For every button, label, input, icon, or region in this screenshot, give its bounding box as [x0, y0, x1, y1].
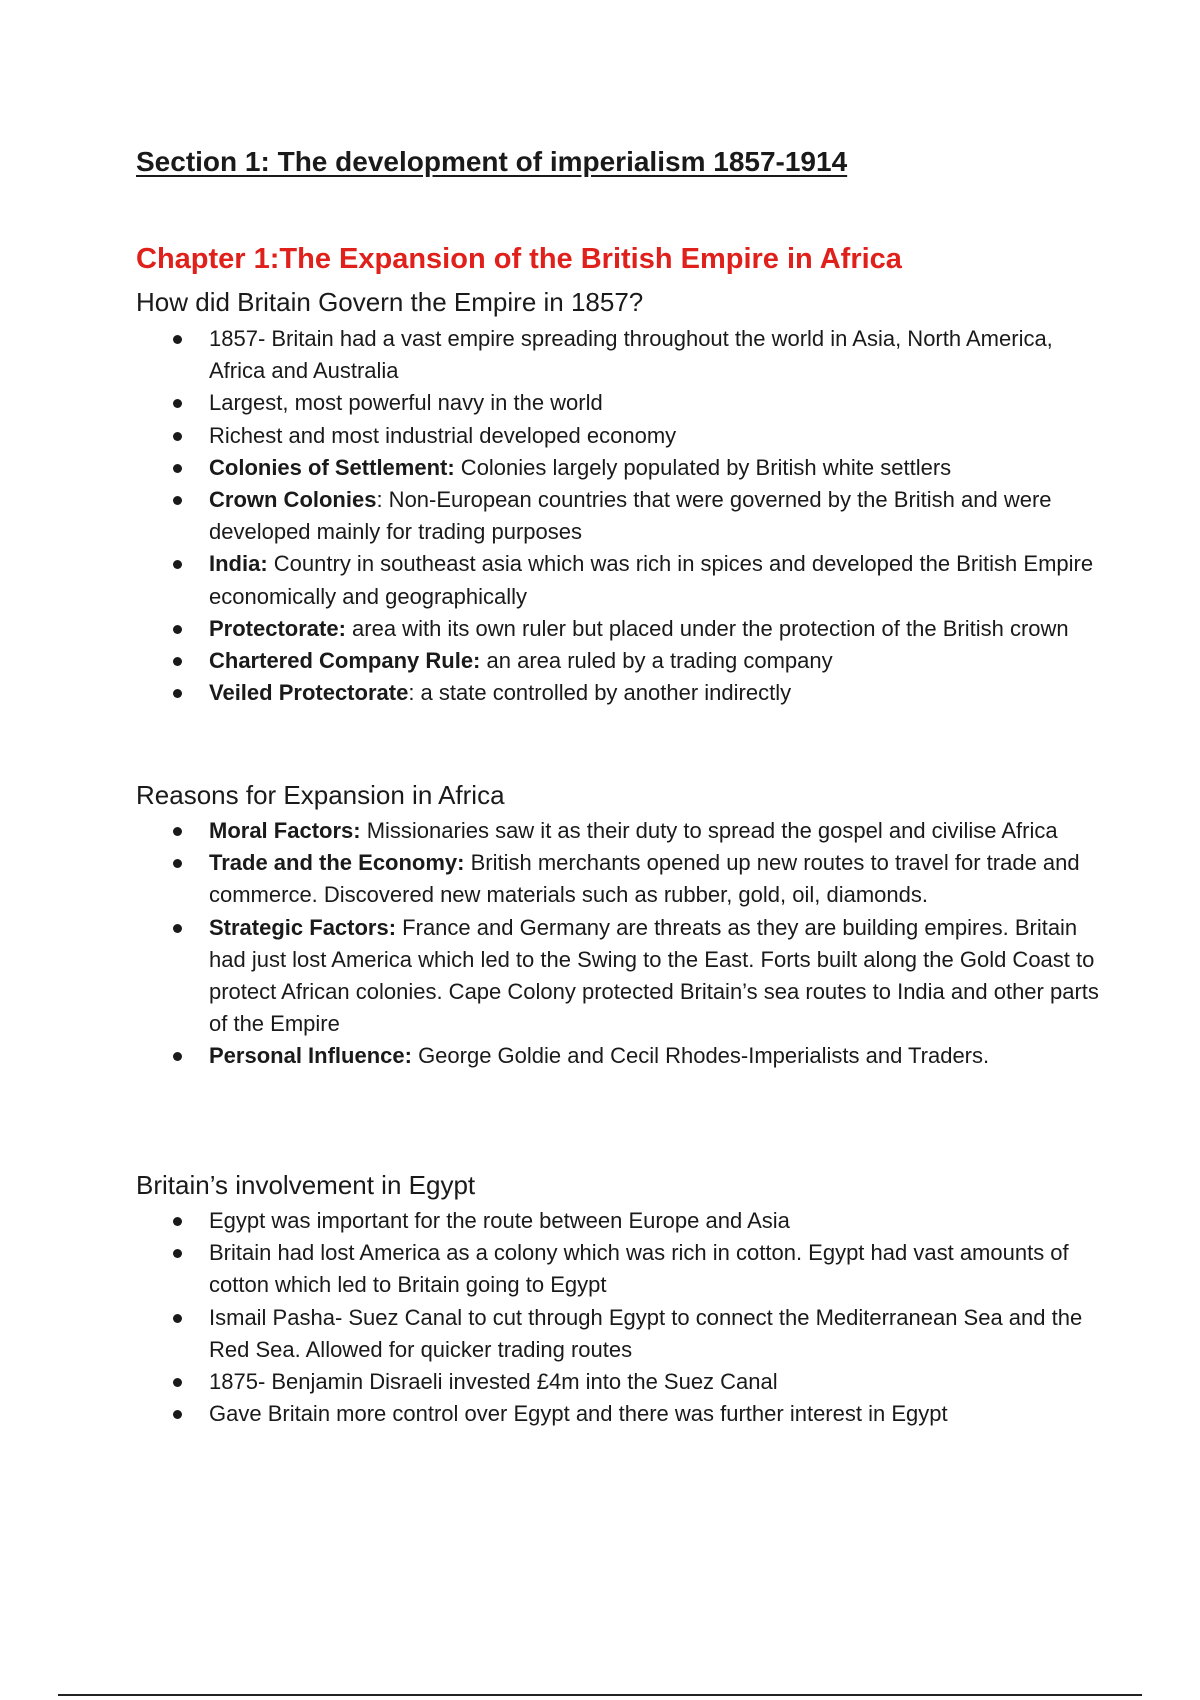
list-item-text: Richest and most industrial developed economy	[209, 422, 677, 448]
bullet-icon	[173, 657, 182, 666]
list-item-text: Missionaries saw it as their duty to spread the gospel and civilise Africa	[360, 818, 1058, 843]
list-item-term: Strategic Factors:	[209, 914, 397, 940]
list-item	[136, 452, 1106, 484]
list-item-term: Crown Colonies	[209, 487, 377, 513]
list-item-term: Personal Influence:	[209, 1043, 412, 1069]
list-item-term: Moral Factors:	[209, 818, 361, 843]
bullet-icon	[173, 464, 182, 473]
bullet-icon	[173, 1410, 182, 1419]
list-item-text: France and Germany are threats as they are building empires. Britain had just lost America which led to the Swing to the East. Forts built along the Gold Coast to protect African colonies. Cape Colony protected Britain’s sea routes to India and other parts of the Empire	[209, 914, 1099, 1037]
bullet-icon	[173, 1314, 182, 1323]
bullet-icon	[173, 689, 182, 698]
bullet-icon	[173, 827, 182, 836]
list-item-text: British merchants opened up new routes to travel for trade and commerce. Discovered new materials such as rubber, gold, oil, diamonds.	[209, 850, 1080, 908]
bullet-icon	[173, 924, 182, 933]
bullet-icon	[173, 335, 182, 344]
list-item-term: Protectorate:	[209, 615, 346, 641]
list-item-text: : a state controlled by another indirectly	[408, 680, 792, 706]
bullet-icon	[173, 1052, 182, 1061]
list-item	[136, 613, 1106, 645]
list-item-text: Ismail Pasha- Suez Canal to cut through Egypt to connect the Mediterranean Sea and the Red Sea. Allowed for quicker trading routes	[209, 1304, 1083, 1362]
list-item-text: Colonies largely populated by British white settlers	[454, 454, 952, 480]
list-item	[136, 420, 1106, 452]
list-item-text: Britain had lost America as a colony which was rich in cotton. Egypt had vast amounts of cotton which led to Britain going to Egypt	[209, 1240, 1069, 1298]
list-item	[136, 323, 1106, 387]
bullet-icon	[173, 432, 182, 441]
list-item-term: Trade and the Economy:	[209, 850, 465, 876]
bullet-icon	[173, 1378, 182, 1387]
list-item	[136, 1366, 1106, 1398]
subheading-govern-empire: How did Britain Govern the Empire in 1857?	[136, 287, 644, 317]
footer-divider	[58, 1694, 1142, 1696]
list-item	[136, 815, 1106, 847]
bullet-list-govern-empire	[136, 323, 1106, 709]
bullet-list-reasons-expansion	[136, 815, 1106, 1073]
list-item	[136, 548, 1106, 612]
list-item-text: area with its own ruler but placed under the protection of the British crown	[345, 615, 1069, 641]
bullet-icon	[173, 859, 182, 868]
list-item-text: George Goldie and Cecil Rhodes-Imperialists and Traders.	[411, 1043, 990, 1069]
list-item-text: Country in southeast asia which was rich in spices and developed the British Empire economically and geographically	[209, 551, 1094, 609]
list-item	[136, 1237, 1106, 1301]
list-item-term: Veiled Protectorate	[209, 680, 409, 706]
list-item-text: Largest, most powerful navy in the world	[209, 390, 603, 416]
bullet-icon	[173, 1249, 182, 1258]
list-item-term: Chartered Company Rule:	[209, 648, 481, 674]
list-item-text: Egypt was important for the route between Europe and Asia	[209, 1208, 790, 1233]
list-item-text: Gave Britain more control over Egypt and there was further interest in Egypt	[209, 1401, 948, 1427]
list-item	[136, 847, 1106, 911]
section-title: Section 1: The development of imperialism 1857-1914	[136, 146, 848, 177]
list-item-text: 1857- Britain had a vast empire spreading throughout the world in Asia, North America, Africa and Australia	[209, 326, 1053, 384]
list-item	[136, 1398, 1106, 1430]
list-item	[136, 1205, 1106, 1237]
list-item	[136, 484, 1106, 548]
bullet-list-egypt	[136, 1205, 1106, 1430]
list-item-text: an area ruled by a trading company	[480, 648, 833, 674]
list-item	[136, 387, 1106, 419]
bullet-icon	[173, 399, 182, 408]
bullet-icon	[173, 560, 182, 569]
chapter-title: Chapter 1:The Expansion of the British Empire in Africa	[136, 243, 902, 275]
list-item	[136, 912, 1106, 1041]
bullet-icon	[173, 1217, 182, 1226]
list-item	[136, 677, 1106, 709]
subheading-egypt: Britain’s involvement in Egypt	[136, 1170, 476, 1200]
bullet-icon	[173, 496, 182, 505]
list-item	[136, 645, 1106, 677]
subheading-reasons-expansion: Reasons for Expansion in Africa	[136, 780, 505, 810]
list-item-text: 1875- Benjamin Disraeli invested £4m into the Suez Canal	[209, 1369, 778, 1395]
list-item-term: India:	[209, 551, 268, 577]
list-item	[136, 1302, 1106, 1366]
bullet-icon	[173, 625, 182, 634]
list-item-term: Colonies of Settlement:	[209, 454, 455, 480]
list-item	[136, 1040, 1106, 1072]
list-item-text: : Non-European countries that were governed by the British and were developed mainly for trading purposes	[209, 487, 1052, 545]
